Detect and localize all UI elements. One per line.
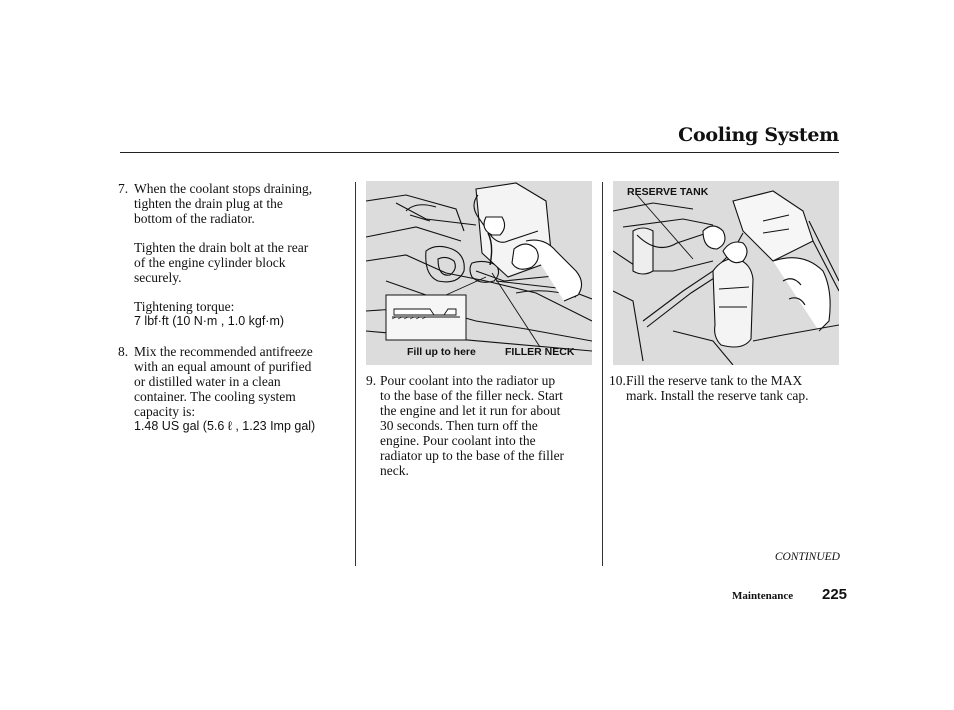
section-label: Maintenance xyxy=(732,590,794,602)
radiator-figure xyxy=(366,181,592,365)
step-line: container. The cooling system xyxy=(134,389,296,404)
step-line: Pour coolant into the radiator up xyxy=(380,373,556,388)
step-line: radiator up to the base of the filler xyxy=(380,448,565,463)
step-line: 30 seconds. Then turn off the xyxy=(380,418,538,433)
step-number: 9. xyxy=(366,373,377,388)
column-divider-1 xyxy=(355,182,356,566)
step-number: 7. xyxy=(118,181,129,196)
reserve-tank-label: RESERVE TANK xyxy=(627,186,709,198)
reserve-tank-figure xyxy=(613,181,839,365)
radiator-fill-illustration xyxy=(366,181,592,365)
continued-note: CONTINUED xyxy=(774,551,840,563)
step-line: neck. xyxy=(380,463,409,478)
step-line: Tighten the drain bolt at the rear xyxy=(134,240,309,255)
header-rule xyxy=(120,152,839,153)
fill-up-label: Fill up to here xyxy=(407,346,476,358)
torque-spec: 7 lbf·ft (10 N·m , 1.0 kgf·m) xyxy=(134,314,285,328)
reserve-tank-illustration xyxy=(613,181,839,365)
page-title: Cooling System xyxy=(678,124,839,146)
step-line: Tightening torque: xyxy=(134,299,235,314)
step-line: to the base of the filler neck. Start xyxy=(380,388,563,403)
step-line: with an equal amount of purified xyxy=(134,359,312,374)
step-line: engine. Pour coolant into the xyxy=(380,433,536,448)
step-line: Fill the reserve tank to the MAX xyxy=(626,373,803,388)
page-number: 225 xyxy=(822,586,848,603)
filler-neck-label: FILLER NECK xyxy=(505,346,575,358)
step-line: capacity is: xyxy=(134,404,196,419)
step-line: tighten the drain plug at the xyxy=(134,196,283,211)
step-number: 10. xyxy=(609,373,626,388)
step-line: bottom of the radiator. xyxy=(134,211,255,226)
step-line: Mix the recommended antifreeze xyxy=(134,344,313,359)
step-line: of the engine cylinder block xyxy=(134,255,286,270)
step-line: the engine and let it run for about xyxy=(380,403,561,418)
step-line: mark. Install the reserve tank cap. xyxy=(626,388,809,403)
step-number: 8. xyxy=(118,344,129,359)
step-line: securely. xyxy=(134,270,182,285)
capacity-spec: 1.48 US gal (5.6 ℓ , 1.23 Imp gal) xyxy=(134,419,316,433)
step-line: When the coolant stops draining, xyxy=(134,181,313,196)
step-line: or distilled water in a clean xyxy=(134,374,281,389)
column-divider-2 xyxy=(602,182,603,566)
